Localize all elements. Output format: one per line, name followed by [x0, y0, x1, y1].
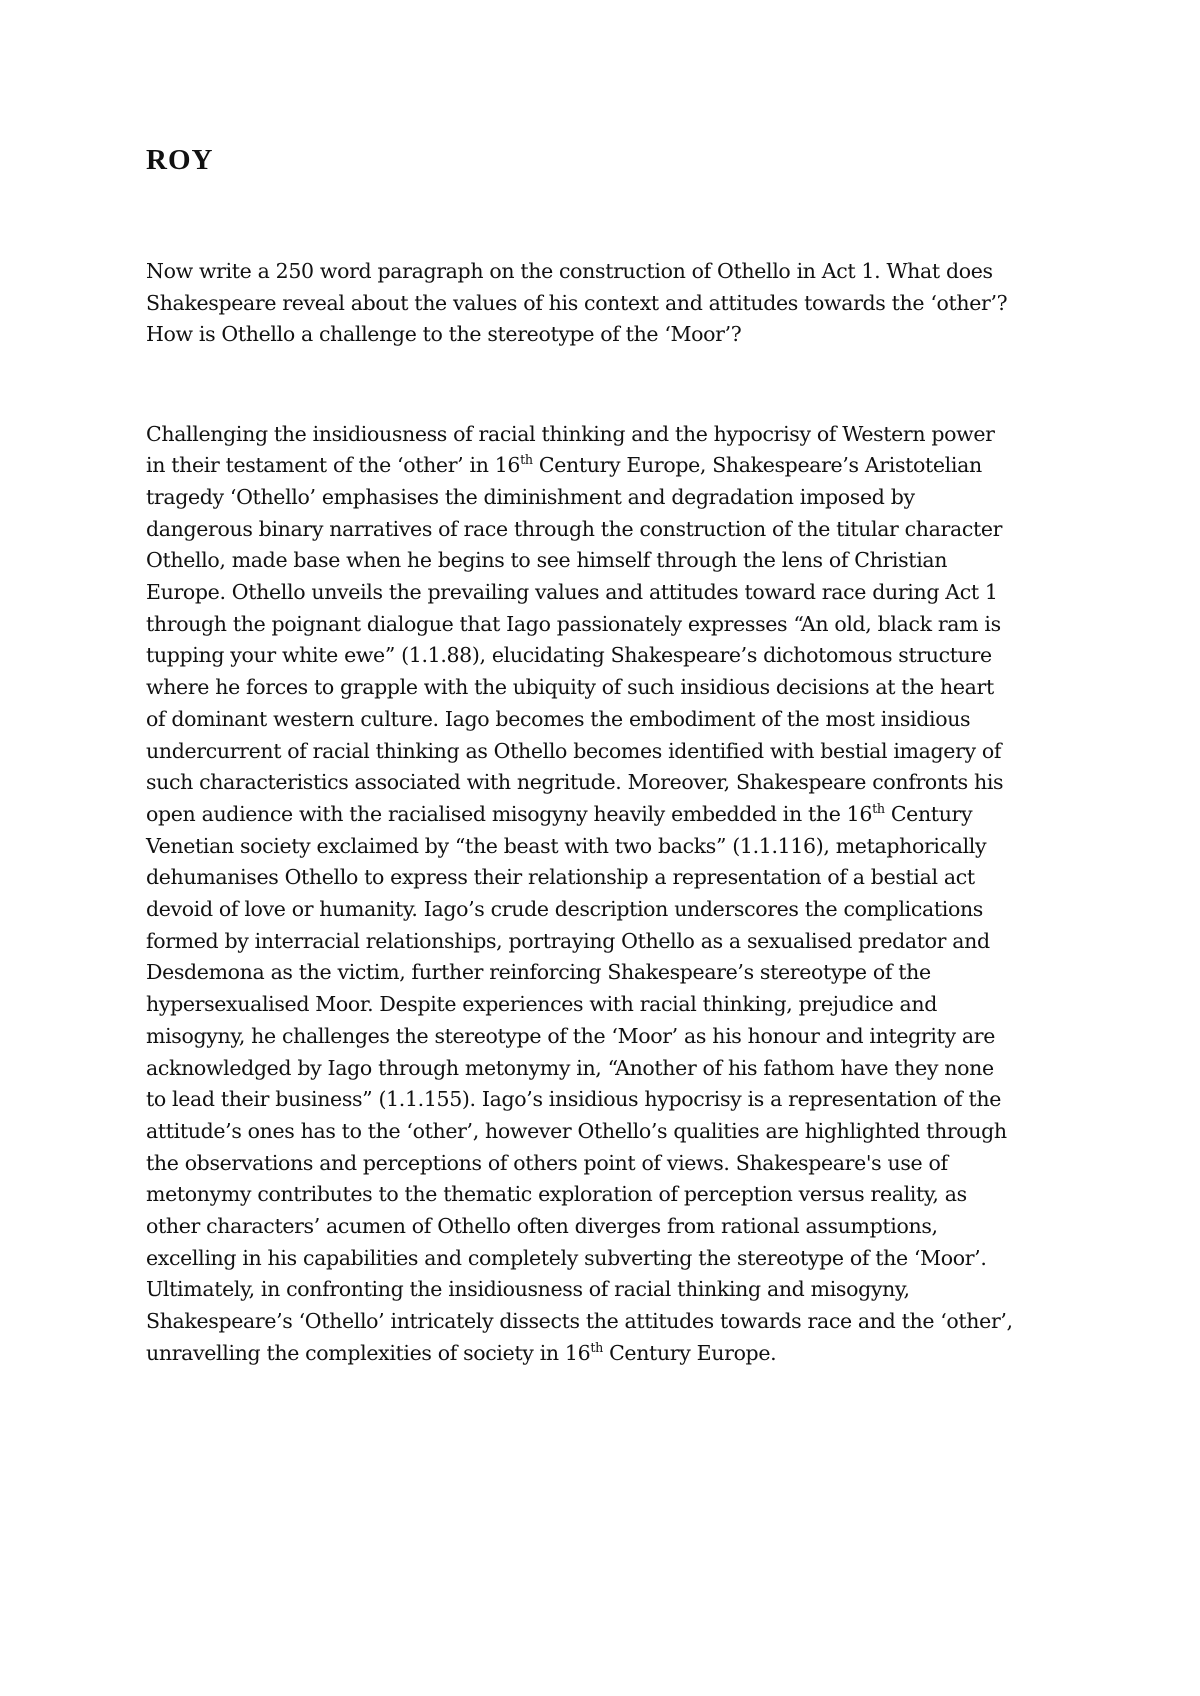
essay-line — [146, 1084, 1066, 1116]
essay-text: through the poignant dialogue that Iago passionately expresses “An old, black ram is — [146, 611, 1001, 636]
essay-text: Desdemona as the victim, further reinforcing Shakespeare’s stereotype of the — [146, 960, 931, 985]
essay-line — [146, 1179, 1066, 1211]
essay-line — [146, 862, 1066, 894]
prompt-line: Now write a 250 word paragraph on the construction of Othello in Act 1. What does — [146, 259, 993, 283]
essay-line — [146, 767, 1066, 799]
essay-text: open audience with the racialised misogyny heavily embedded in the 16 — [146, 801, 873, 826]
essay-line — [146, 736, 1066, 768]
essay-text: to lead their business” (1.1.155). Iago’s insidious hypocrisy is a representation of the — [146, 1087, 1001, 1112]
ordinal-superscript: th — [872, 800, 885, 816]
essay-text: dehumanises Othello to express their relationship a representation of a bestial act — [146, 865, 975, 890]
assignment-prompt — [146, 256, 1066, 351]
student-name-heading: ROY — [146, 144, 214, 176]
essay-text: hypersexualised Moor. Despite experiences with racial thinking, prejudice and — [146, 992, 938, 1017]
document-page — [146, 140, 1066, 1370]
essay-text: the observations and perceptions of others point of views. Shakespeare's use of — [146, 1150, 948, 1175]
essay-text: where he forces to grapple with the ubiquity of such insidious decisions at the heart — [146, 675, 994, 700]
essay-line — [146, 514, 1066, 546]
prompt-line: How is Othello a challenge to the stereotype of the ‘Moor’? — [146, 322, 742, 346]
essay-text: in their testament of the ‘other’ in 16 — [146, 453, 521, 478]
essay-text: other characters’ acumen of Othello often diverges from rational assumptions, — [146, 1214, 938, 1239]
essay-text: of dominant western culture. Iago becomes the embodiment of the most insidious — [146, 706, 971, 731]
essay-text: dangerous binary narratives of race through the construction of the titular character — [146, 516, 1003, 541]
essay-line — [146, 545, 1066, 577]
essay-text: Shakespeare’s ‘Othello’ intricately dissects the attitudes towards race and the ‘other’, — [146, 1309, 1013, 1334]
essay-line — [146, 419, 1066, 451]
essay-text: devoid of love or humanity. Iago’s crude description underscores the complications — [146, 897, 983, 922]
essay-line — [146, 1306, 1066, 1338]
essay-line — [146, 609, 1066, 641]
essay-line — [146, 704, 1066, 736]
essay-text: Century Europe, Shakespeare’s Aristotelian — [532, 453, 982, 478]
essay-text: excelling in his capabilities and completely subverting the stereotype of the ‘Moor’. — [146, 1245, 987, 1270]
essay-line — [146, 989, 1066, 1021]
essay-line — [146, 450, 1066, 482]
essay-text: Ultimately, in confronting the insidiousness of racial thinking and misogyny, — [146, 1277, 910, 1302]
essay-text: Century Europe. — [602, 1340, 777, 1365]
essay-line — [146, 1274, 1066, 1306]
essay-text: formed by interracial relationships, portraying Othello as a sexualised predator and — [146, 928, 990, 953]
essay-text: Venetian society exclaimed by “the beast with two backs” (1.1.116), metaphorically — [146, 833, 987, 858]
essay-line — [146, 799, 1066, 831]
prompt-line: Shakespeare reveal about the values of his context and attitudes towards the ‘other’? — [146, 290, 1008, 315]
essay-line — [146, 1338, 1066, 1370]
essay-line — [146, 482, 1066, 514]
essay-text: attitude’s ones has to the ‘other’, however Othello’s qualities are highlighted through — [146, 1118, 1007, 1143]
essay-text: misogyny, he challenges the stereotype of the ‘Moor’ as his honour and integrity are — [146, 1023, 995, 1048]
essay-text: tupping your white ewe” (1.1.88), elucidating Shakespeare’s dichotomous structure — [146, 643, 992, 668]
essay-text: Century — [884, 801, 973, 826]
essay-line — [146, 957, 1066, 989]
ordinal-superscript: th — [520, 451, 533, 467]
essay-line — [146, 1243, 1066, 1275]
essay-line — [146, 1211, 1066, 1243]
essay-line — [146, 894, 1066, 926]
essay-line — [146, 1116, 1066, 1148]
essay-text: acknowledged by Iago through metonymy in, “Another of his fathom have they none — [146, 1055, 994, 1080]
essay-line — [146, 1148, 1066, 1180]
essay-line — [146, 640, 1066, 672]
essay-line — [146, 926, 1066, 958]
essay-line — [146, 1053, 1066, 1085]
essay-text: tragedy ‘Othello’ emphasises the diminishment and degradation imposed by — [146, 484, 915, 509]
essay-text: Challenging the insidiousness of racial thinking and the hypocrisy of Western power — [146, 421, 995, 446]
essay-text: undercurrent of racial thinking as Othello becomes identified with bestial imagery of — [146, 738, 1002, 763]
essay-line — [146, 672, 1066, 704]
essay-line — [146, 577, 1066, 609]
essay-text: Europe. Othello unveils the prevailing values and attitudes toward race during Act 1 — [146, 580, 998, 605]
essay-line — [146, 1021, 1066, 1053]
essay-text: Othello, made base when he begins to see himself through the lens of Christian — [146, 548, 948, 573]
essay-text: such characteristics associated with negritude. Moreover, Shakespeare confronts his — [146, 770, 1004, 795]
essay-text: metonymy contributes to the thematic exploration of perception versus reality, as — [146, 1182, 967, 1207]
essay-line — [146, 831, 1066, 863]
essay-paragraph — [146, 419, 1066, 1370]
essay-text: unravelling the complexities of society in 16 — [146, 1340, 591, 1365]
ordinal-superscript: th — [590, 1339, 603, 1355]
